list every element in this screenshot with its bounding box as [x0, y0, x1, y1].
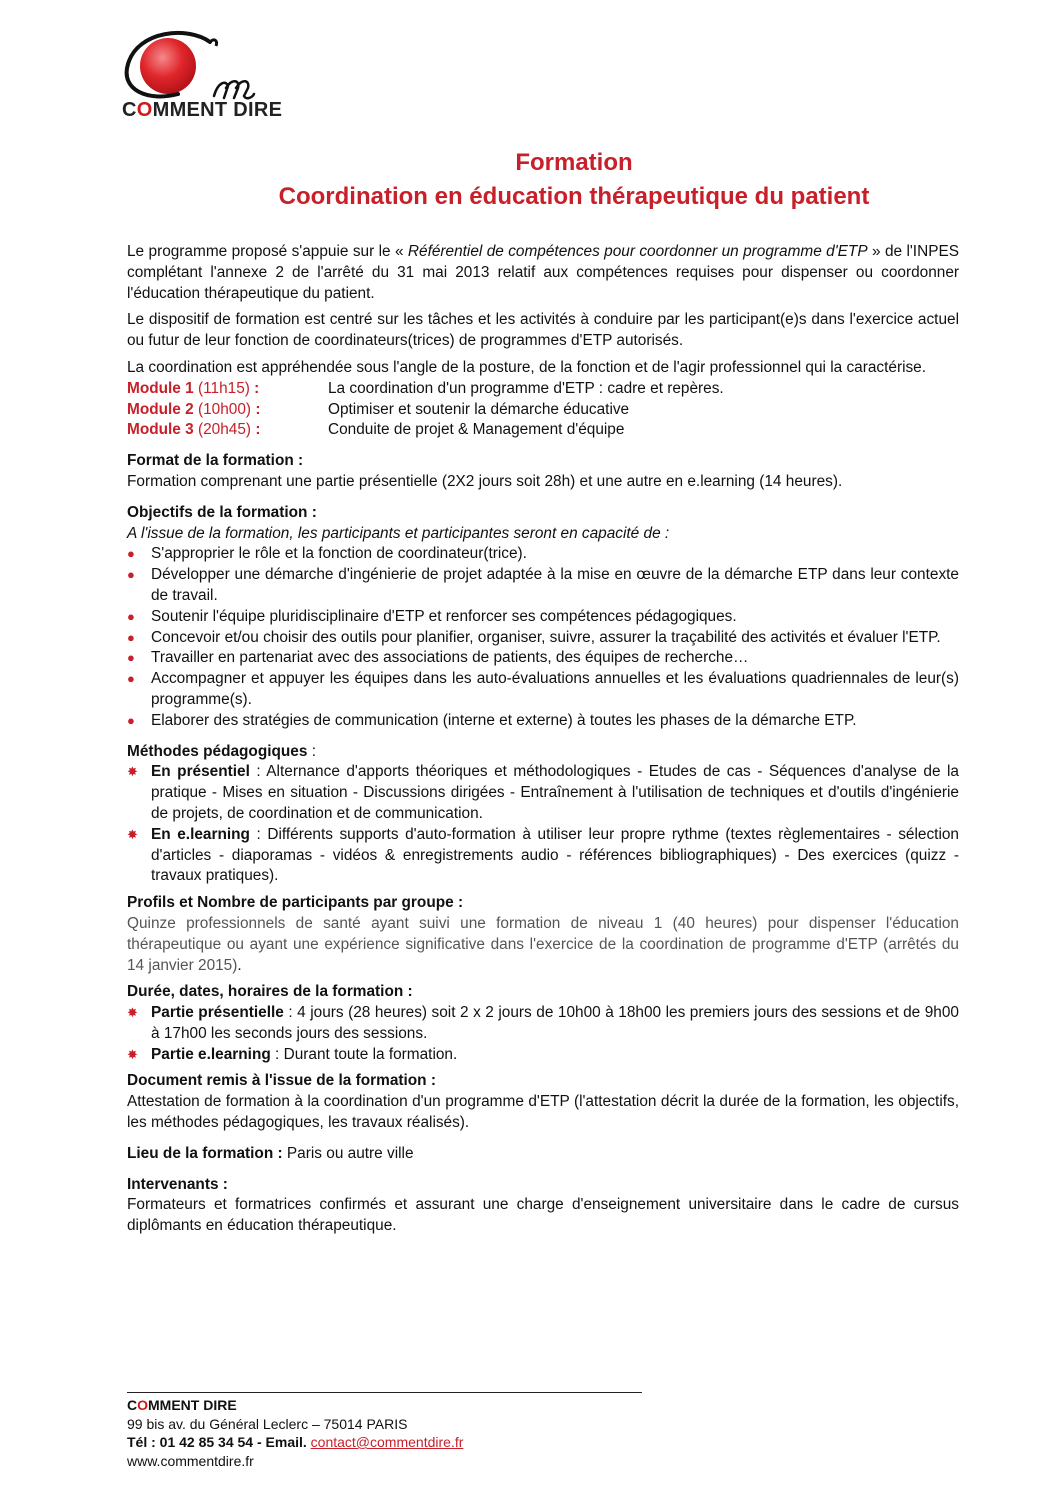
section-heading: Lieu de la formation :	[127, 1144, 283, 1162]
section-intro: A l'issue de la formation, les participants et participantes seront en capacité de :	[127, 524, 670, 542]
list-item: ● S'approprier le rôle et la fonction de coordinateur(trice).	[127, 544, 959, 565]
footer-contact: Tél : 01 42 85 34 54 - Email. contact@commentdire.fr	[127, 1434, 464, 1450]
bullet-icon: ●	[127, 629, 135, 645]
list-item: ✸ En e.learning : Différents supports d'auto-formation à utiliser leur propre rythme (textes règlementaires - sélection d'articles - diaporamas - vidéos & enregistrements audio - références bibliographiques) - Des exercices (quizz - travaux pratiques).	[127, 825, 959, 885]
list-item: ● Concevoir et/ou choisir des outils pour planifier, organiser, suivre, assurer la traçabilité des activités et évaluer l'ETP.	[127, 628, 959, 649]
module-description: La coordination d'un programme d'ETP : cadre et repères.	[328, 379, 724, 397]
company-logo	[118, 28, 288, 128]
module-row: Module 2 (10h00) : Optimiser et soutenir la démarche éducative	[127, 400, 959, 421]
section-text: Formateurs et formatrices confirmés et assurant une charge d'enseignement universitaire dans le cadre de cursus diplômants en éducation thérapeutique.	[127, 1196, 959, 1235]
modules-list	[127, 379, 959, 441]
module-description: Optimiser et soutenir la démarche éducative	[328, 400, 630, 418]
section-heading: Format de la formation :	[127, 452, 304, 470]
section-text: Formation comprenant une partie présentielle (2X2 jours soit 28h) et une autre en e.learning (14 heures).	[127, 472, 843, 490]
section-text: Attestation de formation à la coordination d'un programme d'ETP (l'attestation décrit la durée de la formation, les objectifs, les méthodes pédagogiques, les travaux réalisés).	[127, 1093, 959, 1132]
list-item: ● Travailler en partenariat avec des associations de patients, des équipes de recherche…	[127, 648, 959, 669]
section-heading: Intervenants :	[127, 1175, 228, 1193]
bullet-icon: ✸	[127, 1005, 138, 1021]
list-item: ● Développer une démarche d'ingénierie de projet adaptée à la mise en œuvre de la démarche ETP dans leur contexte de travail.	[127, 566, 959, 604]
logo-graphic	[118, 28, 288, 108]
section-heading: Document remis à l'issue de la formation :	[127, 1072, 436, 1090]
bullet-icon: ●	[127, 650, 135, 666]
bullet-icon: ●	[127, 567, 135, 583]
bullet-icon: ✸	[127, 764, 138, 780]
footer-company: COMMENT DIRE	[127, 1397, 237, 1413]
section-text: Paris ou autre ville	[282, 1144, 414, 1162]
bullet-icon: ✸	[127, 826, 138, 842]
footer-divider	[127, 1392, 642, 1393]
list-item: ✸ Partie présentielle : 4 jours (28 heures) soit 2 x 2 jours de 10h00 à 18h00 les premiers jours des sessions et de 9h00 à 17h00 les seconds jours des sessions.	[127, 1004, 959, 1042]
module-description: Conduite de projet & Management d'équipe	[328, 421, 625, 439]
page-subtitle: Coordination en éducation thérapeutique du patient	[278, 183, 870, 210]
section-document	[127, 1071, 959, 1133]
intro-paragraph-3: La coordination est appréhendée sous l'angle de la posture, de la fonction et de l'agir professionnel qui la caractérise.	[127, 358, 927, 376]
section-heading: Durée, dates, horaires de la formation :	[127, 983, 413, 1001]
section-heading: Méthodes pédagogiques :	[127, 742, 316, 760]
section-heading: Profils et Nombre de participants par groupe :	[127, 894, 464, 912]
section-objectifs	[127, 503, 959, 732]
logo-wordmark: COMMENT DIRE	[122, 99, 283, 121]
intro-paragraph-2: Le dispositif de formation est centré sur les tâches et les activités à conduire par les participant(e)s dans l'exercice actuel ou futur de leur fonction de coordinateurs(trices) de programmes d'ETP autorisés.	[127, 311, 959, 350]
section-profils	[127, 893, 959, 976]
list-item: ● Accompagner et appuyer les équipes dans les auto-évaluations annuelles et les évaluations quadriennales de leur(s) programme(s).	[127, 670, 959, 708]
bullet-icon: ✸	[127, 1046, 138, 1062]
section-heading: Objectifs de la formation :	[127, 503, 317, 521]
bullet-icon: ●	[127, 608, 135, 624]
list-item: ✸ Partie e.learning : Durant toute la formation.	[127, 1045, 959, 1066]
bullet-icon: ●	[127, 712, 135, 728]
footer-website: www.commentdire.fr	[127, 1452, 254, 1469]
list-item: ● Soutenir l'équipe pluridisciplinaire d'ETP et renforcer ses compétences pédagogiques.	[127, 607, 959, 628]
list-item: ● Elaborer des stratégies de communication (interne et externe) à toutes les phases de la démarche ETP.	[127, 711, 959, 732]
logo-red-sphere	[140, 38, 196, 94]
bullet-icon: ●	[127, 546, 135, 562]
footer-address: 99 bis av. du Général Leclerc – 75014 PARIS	[127, 1415, 408, 1432]
email-link[interactable]: contact@commentdire.fr	[310, 1434, 464, 1450]
section-format	[127, 451, 959, 493]
document-body	[127, 242, 959, 1237]
section-text: Quinze professionnels de santé ayant suivi une formation de niveau 1 (40 heures) pour dispenser l'éducation thérapeutique ou ayant une expérience significative dans l'exercice de la coordination de programme d'ETP (arrêtés du 14 janvier 2015).	[127, 914, 959, 974]
section-methodes	[127, 742, 959, 888]
module-row: Module 3 (20h45) : Conduite de projet & Management d'équipe	[127, 420, 959, 441]
intro-paragraph-1: Le programme proposé s'appuie sur le « Référentiel de compétences pour coordonner un programme d'ETP » de l'INPES complétant l'annexe 2 de l'arrêté du 31 mai 2013 relatif aux compétences requises pour dispenser ou coordonner l'éducation thérapeutique du patient.	[127, 243, 959, 302]
section-intervenants	[127, 1175, 959, 1237]
page-title: Formation	[515, 149, 633, 176]
module-row: Module 1 (11h15) : La coordination d'un programme d'ETP : cadre et repères.	[127, 379, 959, 400]
section-lieu	[127, 1144, 959, 1165]
list-item: ✸ En présentiel : Alternance d'apports théoriques et méthodologiques - Etudes de cas - Séquences d'analyse de la pratique - Mises en situation - Discussions dirigées - Entraînement à l'utilisation de techniques et d'outils d'ingénierie de projets, de coordination et de communication.	[127, 763, 959, 822]
bullet-icon: ●	[127, 671, 135, 687]
footer	[127, 1396, 463, 1470]
section-duree	[127, 982, 959, 1065]
